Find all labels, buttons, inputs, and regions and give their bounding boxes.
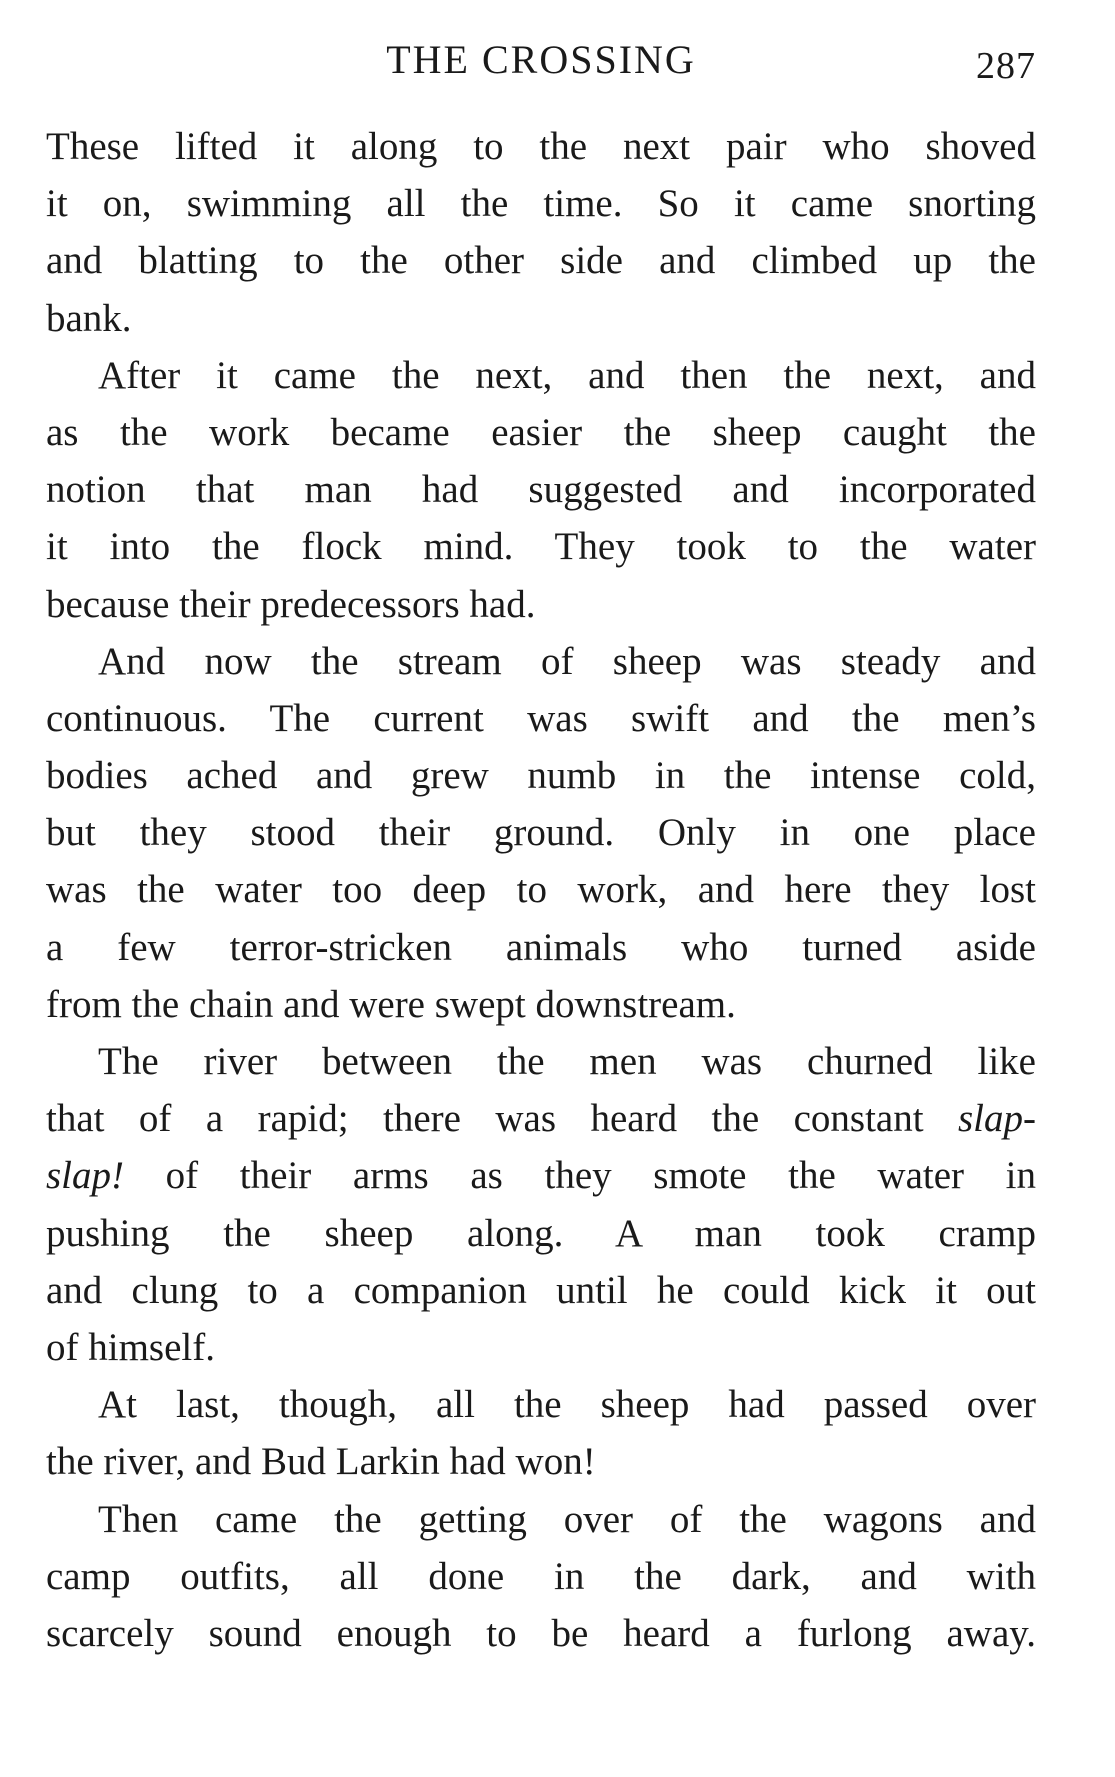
paragraph-6 — [46, 1491, 1036, 1663]
text-line: bodies ached and grew numb in the intense cold, — [46, 754, 1036, 798]
text-line: These lifted it along to the next pair who shoved — [46, 125, 1036, 168]
text-segment: of their arms as they smote the water in — [165, 1154, 1036, 1198]
text-line: At last, though, all the sheep had passed over — [98, 1383, 1036, 1427]
paragraph-5 — [46, 1376, 1036, 1490]
text-line: The river between the men was churned like — [98, 1040, 1036, 1083]
text-line: Then came the getting over of the wagons and — [98, 1497, 1036, 1541]
paragraph-3 — [46, 633, 1036, 1033]
paragraph-2 — [46, 347, 1036, 633]
text-line: a few terror-stricken animals who turned aside — [46, 925, 1036, 969]
text-line: camp outfits, all done in the dark, and with — [46, 1554, 1036, 1598]
text-line-with-italic — [46, 1147, 1036, 1204]
text-line-with-italic — [46, 1090, 1036, 1147]
page-number: 287 — [976, 45, 1036, 87]
text-line: And now the stream of sheep was steady and — [98, 639, 1036, 683]
text-line: notion that man had suggested and incorporated — [46, 468, 1036, 512]
text-line: of himself. — [46, 1325, 215, 1369]
italic-word: slap! — [46, 1154, 124, 1198]
text-line: and clung to a companion until he could kick it out — [46, 1268, 1036, 1312]
text-line: bank. — [46, 296, 132, 340]
text-line: from the chain and were swept downstream. — [46, 982, 736, 1026]
text-line: and blatting to the other side and climbed up the — [46, 239, 1036, 283]
italic-word: slap- — [958, 1097, 1036, 1141]
text-line: scarcely sound enough to be heard a furlong away. — [46, 1611, 1036, 1655]
paragraph-1 — [46, 118, 1036, 347]
text-line: continuous. The current was swift and the men’s — [46, 696, 1036, 740]
text-line: the river, and Bud Larkin had won! — [46, 1440, 596, 1484]
text-line: but they stood their ground. Only in one place — [46, 811, 1036, 855]
text-line: it on, swimming all the time. So it came snorting — [46, 182, 1036, 226]
text-line: pushing the sheep along. A man took cramp — [46, 1211, 1036, 1255]
text-line: as the work became easier the sheep caught the — [46, 410, 1036, 454]
paragraph-4 — [46, 1033, 1036, 1376]
text-line: because their predecessors had. — [46, 582, 536, 626]
text-line: it into the flock mind. They took to the water — [46, 525, 1036, 569]
text-line: was the water too deep to work, and here they lost — [46, 868, 1036, 912]
text-line: After it came the next, and then the next, and — [98, 353, 1036, 397]
body-text — [46, 118, 1036, 1662]
text-segment: that of a rapid; there was heard the constant — [46, 1097, 924, 1141]
running-head — [46, 30, 1036, 90]
running-title: THE CROSSING — [386, 37, 696, 82]
